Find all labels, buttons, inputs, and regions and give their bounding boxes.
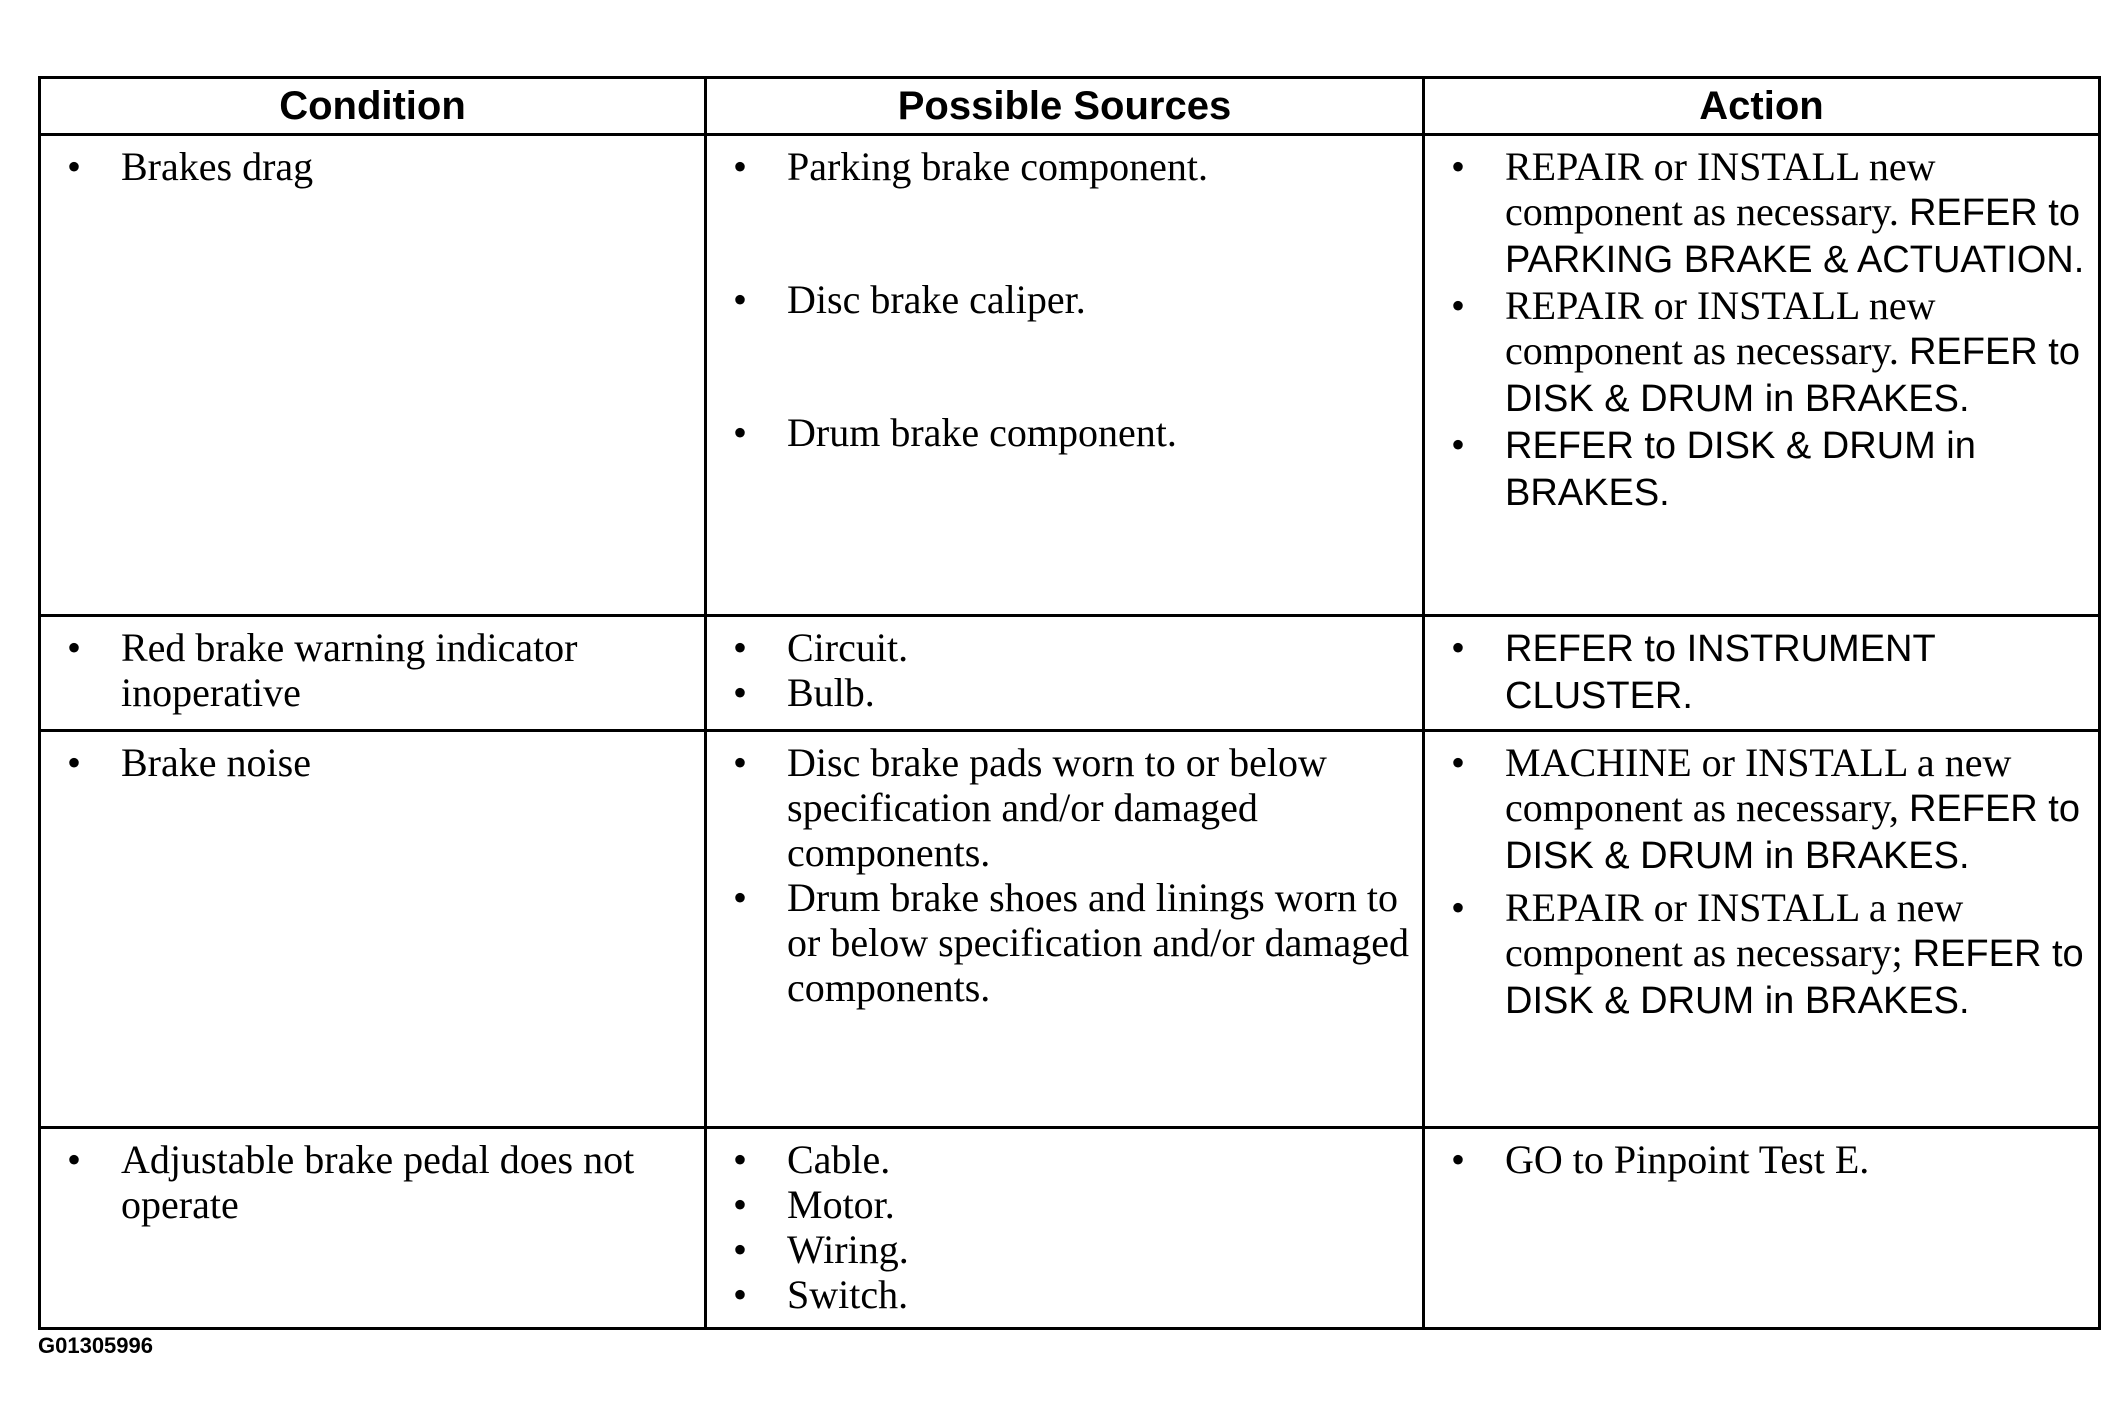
- source-item: • Drum brake shoes and linings worn to or below specification and/or damaged components.: [733, 875, 1409, 1010]
- action-cell: [1424, 731, 2100, 1128]
- source-item: • Drum brake component.: [733, 410, 1177, 455]
- bullet-icon: •: [733, 144, 748, 189]
- condition-item: • Red brake warning indicator inoperative: [67, 625, 578, 715]
- bullet-icon: •: [733, 1182, 748, 1227]
- action-item: • GO to Pinpoint Test E.: [1451, 1137, 1870, 1182]
- condition-item: • Brake noise: [67, 740, 311, 785]
- bullet-icon: •: [1451, 283, 1466, 328]
- sources-cell: [706, 135, 1424, 616]
- action-item: • REFER to INSTRUMENT CLUSTER.: [1451, 625, 1936, 717]
- table-header-row: [40, 78, 2100, 135]
- action-cell: [1424, 1128, 2100, 1329]
- source-item: • Switch.: [733, 1272, 909, 1317]
- bullet-icon: •: [733, 410, 748, 455]
- table-row: [40, 731, 2100, 1128]
- bullet-icon: •: [733, 740, 748, 785]
- condition-item: • Adjustable brake pedal does not operate: [67, 1137, 635, 1227]
- bullet-icon: •: [733, 1272, 748, 1317]
- bullet-icon: •: [733, 670, 748, 715]
- table-row: [40, 135, 2100, 616]
- source-item: • Wiring.: [733, 1227, 909, 1272]
- bullet-icon: •: [67, 144, 82, 189]
- table-row: [40, 1128, 2100, 1329]
- bullet-icon: •: [67, 1137, 82, 1182]
- action-item: • REPAIR or INSTALL new component as necessary. REFER to DISK & DRUM in BRAKES.: [1451, 283, 2080, 420]
- condition-cell: [40, 616, 706, 731]
- source-item: • Circuit.: [733, 625, 909, 670]
- header-condition: Condition: [40, 78, 706, 135]
- source-item: • Disc brake caliper.: [733, 277, 1086, 322]
- bullet-icon: •: [67, 740, 82, 785]
- bullet-icon: •: [733, 625, 748, 670]
- action-cell: [1424, 135, 2100, 616]
- bullet-icon: •: [733, 277, 748, 322]
- action-item: • MACHINE or INSTALL a new component as necessary, REFER to DISK & DRUM in BRAKES.: [1451, 740, 2080, 877]
- source-item: • Parking brake component.: [733, 144, 1208, 189]
- action-item: • REFER to DISK & DRUM in BRAKES.: [1451, 422, 1976, 514]
- header-possible-sources: Possible Sources: [706, 78, 1424, 135]
- bullet-icon: •: [1451, 740, 1466, 785]
- header-action: Action: [1424, 78, 2100, 135]
- source-item: • Disc brake pads worn to or below specification and/or damaged components.: [733, 740, 1327, 875]
- bullet-icon: •: [1451, 422, 1466, 467]
- sources-cell: [706, 616, 1424, 731]
- bullet-icon: •: [1451, 144, 1466, 189]
- condition-item: • Brakes drag: [67, 144, 314, 189]
- figure-id-label: G01305996: [38, 1333, 153, 1358]
- condition-cell: [40, 731, 706, 1128]
- source-item: • Bulb.: [733, 670, 875, 715]
- bullet-icon: •: [733, 1137, 748, 1182]
- sources-cell: [706, 731, 1424, 1128]
- action-item: • REPAIR or INSTALL a new component as necessary; REFER to DISK & DRUM in BRAKES.: [1451, 885, 2084, 1022]
- action-cell: [1424, 616, 2100, 731]
- bullet-icon: •: [733, 875, 748, 920]
- bullet-icon: •: [1451, 885, 1466, 930]
- condition-cell: [40, 1128, 706, 1329]
- diagnosis-table-container: [38, 76, 2098, 1330]
- bullet-icon: •: [1451, 1137, 1466, 1182]
- bullet-icon: •: [67, 625, 82, 670]
- action-item: • REPAIR or INSTALL new component as necessary. REFER to PARKING BRAKE & ACTUATION.: [1451, 144, 2085, 281]
- condition-cell: [40, 135, 706, 616]
- bullet-icon: •: [733, 1227, 748, 1272]
- source-item: • Cable.: [733, 1137, 891, 1182]
- bullet-icon: •: [1451, 625, 1466, 670]
- sources-cell: [706, 1128, 1424, 1329]
- table-row: [40, 616, 2100, 731]
- brake-diagnosis-table: [38, 76, 2101, 1330]
- source-item: • Motor.: [733, 1182, 895, 1227]
